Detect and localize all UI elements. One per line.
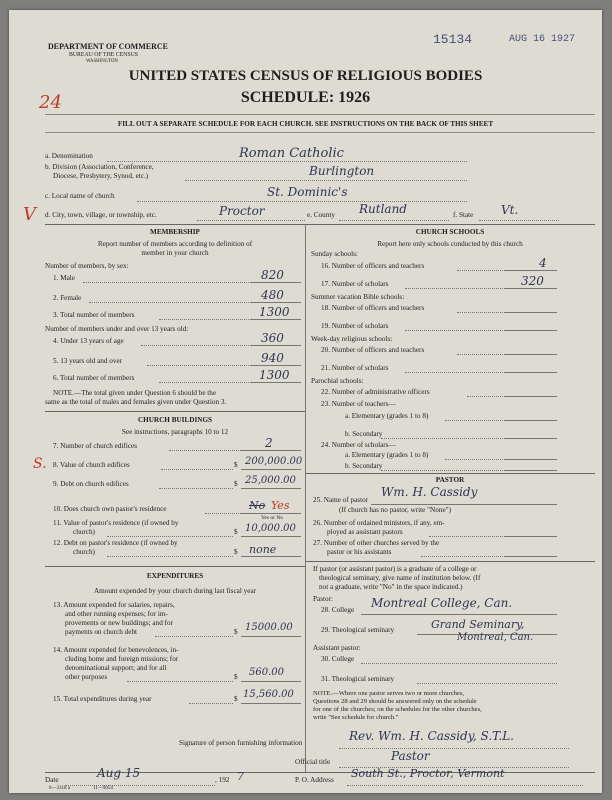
q26-line-1: 26. Number of ordained ministers, if any, em-	[313, 519, 445, 527]
q6-label: 6. Total number of members	[53, 374, 135, 382]
q7-value: 2	[265, 436, 273, 450]
q23-label: 23. Number of teachers—	[321, 400, 396, 408]
po-address-value: South St., Proctor, Vermont	[351, 767, 505, 780]
members-by-sex-label: Number of members, by sex:	[45, 262, 129, 270]
q24a-line	[505, 459, 557, 460]
q8-leader	[161, 469, 233, 470]
q15-label: 15. Total expenditures during year	[53, 695, 152, 703]
q4-leader	[141, 345, 251, 346]
q31-label: 31. Theological seminary	[321, 675, 395, 683]
q14-line-2: cluding home and foreign missions; for	[65, 655, 179, 663]
q11-line	[241, 536, 301, 537]
q16-leader	[457, 270, 505, 271]
q14-value: 560.00	[249, 667, 284, 678]
q26-leader	[429, 536, 505, 537]
q4-value: 360	[261, 331, 284, 345]
denomination-line	[107, 161, 467, 162]
q12-line	[241, 556, 301, 557]
q2-leader	[89, 302, 251, 303]
q15-dollar: $	[234, 695, 238, 703]
q18-label: 18. Number of officers and teachers	[321, 304, 425, 312]
receipt-stamp-number: 15134	[433, 32, 473, 47]
schools-title: CHURCH SCHOOLS	[415, 228, 485, 236]
q1-label: 1. Male	[53, 274, 75, 282]
form-title: UNITED STATES CENSUS OF RELIGIOUS BODIES	[128, 68, 483, 84]
q29-value-line-1: Grand Seminary,	[431, 618, 525, 631]
q9-label: 9. Debt on church edifices	[53, 480, 129, 488]
q24-label: 24. Number of scholars—	[321, 441, 396, 449]
schools-intro: Report here only schools conducted by this church	[377, 240, 523, 248]
q3-leader	[159, 319, 251, 320]
bureau-name: BUREAU OF THE CENSUS	[69, 52, 138, 58]
q29-label: 29. Theological seminary	[321, 626, 395, 634]
q12-leader	[107, 556, 233, 557]
graduate-instruction-3: not a graduate, write "No" in the space indicated.)	[319, 583, 463, 591]
rule-schools-bottom	[305, 473, 595, 474]
expenditures-intro: Amount expended by your church during last fiscal year	[93, 587, 257, 595]
q15-line	[241, 703, 301, 704]
date-year-value: 7	[237, 770, 244, 783]
pastor-subheading: Pastor:	[313, 595, 333, 603]
q23b-leader	[381, 438, 505, 439]
pastor-note-2: Questions 28 and 29 should be answered only on the schedule	[313, 698, 477, 705]
q25-line	[371, 504, 557, 505]
buildings-title: CHURCH BUILDINGS	[137, 416, 213, 424]
q7-label: 7. Number of church edifices	[53, 442, 138, 450]
separate-schedule-instruction: FILL OUT A SEPARATE SCHEDULE FOR EACH CHURCH. SEE INSTRUCTIONS ON THE BACK OF THIS SHEET	[117, 120, 494, 128]
pastor-title: PASTOR	[435, 476, 465, 484]
denomination-value: Roman Catholic	[239, 146, 344, 161]
q28-line	[361, 614, 557, 615]
buildings-intro: See instructions, paragraphs 10 to 12	[121, 428, 229, 436]
graduate-instruction-2: theological seminary, give name of institution below. (If	[319, 574, 481, 582]
q3-value: 1300	[259, 305, 290, 319]
q22-label: 22. Number of administrative officers	[321, 388, 430, 396]
q15-value: 15,560.00	[243, 689, 294, 700]
q9-dollar: $	[234, 480, 238, 488]
q13-leader	[155, 636, 233, 637]
q26-line-2: ployed as assistant pastors	[327, 528, 403, 536]
q1-leader	[83, 282, 251, 283]
membership-title: MEMBERSHIP	[150, 228, 200, 236]
red-check-mark: V	[23, 204, 36, 225]
q25-value: Wm. H. Cassidy	[381, 485, 478, 499]
q15-leader	[189, 703, 233, 704]
q24a-label: a. Elementary (grades 1 to 8)	[345, 451, 429, 459]
division-line	[185, 180, 467, 181]
q14-line	[241, 681, 301, 682]
rule-section-top	[45, 224, 595, 225]
membership-intro-1: Report number of members according to definition of	[97, 240, 253, 248]
q27-line-1: 27. Number of other churches served by the	[313, 539, 440, 547]
q12-label-2: church)	[73, 548, 95, 556]
pastor-note-1: NOTE.—Where one pastor serves two or more churches,	[313, 690, 465, 697]
q6-leader	[159, 382, 251, 383]
signature-value: Rev. Wm. H. Cassidy, S.T.L.	[349, 729, 514, 743]
signature-line	[339, 748, 569, 749]
red-margin-mark: S.	[33, 456, 47, 472]
state-line	[479, 220, 559, 221]
q11-dollar: $	[234, 528, 238, 536]
q23b-line	[505, 438, 557, 439]
division-label-1: b. Division (Association, Conference,	[45, 163, 154, 171]
summer-schools-label: Summer vacation Bible schools:	[311, 293, 405, 301]
q27-line	[505, 556, 557, 557]
q13-line-4: payments on church debt	[65, 628, 138, 636]
local-name-value: St. Dominic's	[267, 185, 348, 199]
q12-label-1: 12. Debt on pastor's residence (if owned by	[53, 539, 178, 547]
q23b-label: b. Secondary	[345, 430, 383, 438]
q20-line	[505, 354, 557, 355]
q25-note: (If church has no pastor, write "None")	[339, 506, 451, 514]
q20-label: 20. Number of officers and teachers	[321, 346, 425, 354]
q23a-leader	[445, 420, 505, 421]
q4-line	[251, 345, 301, 346]
q11-value: 10,000.00	[245, 523, 296, 534]
q24b-leader	[381, 470, 505, 471]
rule-top	[45, 114, 595, 115]
q13-line-1: 13. Amount expended for salaries, repairs,	[53, 601, 175, 609]
q9-leader	[159, 488, 233, 489]
q11-label-1: 11. Value of pastor's residence (if owned by	[53, 519, 179, 527]
q30-line	[361, 663, 557, 664]
q28-label: 28. College	[321, 606, 355, 614]
state-label: f. State	[453, 211, 474, 219]
q8-value: 200,000.00	[245, 456, 303, 467]
q28-value: Montreal College, Can.	[371, 596, 513, 610]
q12-value: none	[249, 543, 277, 556]
q22-leader	[467, 396, 505, 397]
state-value: Vt.	[501, 203, 519, 217]
rule-pastor-split	[305, 561, 595, 562]
q30-label: 30. College	[321, 655, 355, 663]
q2-line	[251, 302, 301, 303]
q3-label: 3. Total number of members	[53, 311, 135, 319]
q24b-label: b. Secondary	[345, 462, 383, 470]
department-name: DEPARTMENT OF COMMERCE	[48, 42, 169, 51]
q3-line	[251, 319, 301, 320]
q6-line	[251, 382, 301, 383]
q13-value: 15000.00	[245, 622, 293, 633]
q20-leader	[457, 354, 505, 355]
q1-line	[251, 282, 301, 283]
parochial-schools-label: Parochial schools:	[311, 377, 364, 385]
graduate-instruction-1: If pastor (or assistant pastor) is a graduate of a college or	[313, 565, 477, 573]
q11-label-2: church)	[73, 528, 95, 536]
q14-leader	[127, 681, 233, 682]
q8-dollar: $	[234, 461, 238, 469]
pastor-note-3: for one of the churches; on the schedules for the other churches,	[313, 706, 482, 713]
q11-leader	[107, 536, 233, 537]
q16-line	[505, 270, 557, 271]
q14-line-1: 14. Amount expended for benevolences, in-	[53, 646, 179, 654]
q27-line-2: pastor or his assistants	[327, 548, 392, 556]
q6-value: 1300	[259, 368, 290, 382]
q10-struck-value: No	[249, 499, 266, 512]
q21-line	[505, 372, 557, 373]
date-value: Aug 15	[97, 766, 141, 780]
q13-line-3: provements or new buildings; and for	[65, 619, 173, 627]
date-year-prefix: , 192	[215, 776, 230, 784]
q23a-label: a. Elementary (grades 1 to 8)	[345, 412, 429, 420]
q18-leader	[457, 312, 505, 313]
q31-line	[417, 683, 557, 684]
city-value: Proctor	[219, 204, 265, 218]
q21-label: 21. Number of scholars	[321, 364, 389, 372]
q2-value: 480	[261, 288, 284, 302]
date-label: Date	[45, 776, 59, 784]
county-label: e. County	[307, 211, 335, 219]
signature-label: Signature of person furnishing information	[179, 739, 303, 747]
q5-leader	[147, 365, 251, 366]
division-label-2: Diocese, Presbytery, Synod, etc.)	[53, 172, 149, 180]
q17-leader	[405, 288, 505, 289]
q8-label: 8. Value of church edifices	[53, 461, 130, 469]
q29-value-line-2: Montreal, Can.	[457, 632, 534, 643]
q24a-leader	[445, 459, 505, 460]
q26-line	[505, 536, 557, 537]
q16-label: 16. Number of officers and teachers	[321, 262, 425, 270]
q2-label: 2. Female	[53, 294, 82, 302]
denomination-label: a. Denomination	[45, 152, 93, 160]
bureau-city: WASHINGTON	[86, 59, 118, 64]
q13-line-2: and other running expenses; for im-	[65, 610, 168, 618]
sunday-schools-label: Sunday schools:	[311, 250, 358, 258]
county-line	[339, 220, 449, 221]
q16-value: 4	[539, 256, 547, 270]
rule-membership-bottom	[45, 411, 305, 412]
form-code-2: 11—9054	[93, 786, 113, 791]
q10-value: Yes	[271, 499, 290, 512]
q7-line	[241, 450, 301, 451]
q22-line	[505, 396, 557, 397]
weekday-schools-label: Week-day religious schools:	[311, 335, 393, 343]
q14-line-3: denominational support; and for all	[65, 664, 167, 672]
q13-dollar: $	[234, 628, 238, 636]
q23a-line	[505, 420, 557, 421]
pastor-note-4: write "See schedule for church."	[313, 714, 399, 721]
rule-top-2	[45, 132, 595, 133]
q5-label: 5. 13 years old and over	[53, 357, 123, 365]
local-name-label: c. Local name of church	[45, 192, 115, 200]
form-code: 6—3318 a	[49, 786, 70, 791]
q5-line	[251, 365, 301, 366]
q17-line	[505, 288, 557, 289]
census-schedule-page	[9, 10, 602, 793]
form-subtitle: SCHEDULE: 1926	[240, 89, 371, 106]
q10-leader	[205, 513, 241, 514]
q18-line	[505, 312, 557, 313]
q9-value: 25,000.00	[245, 475, 296, 486]
expenditures-title: EXPENDITURES	[146, 572, 204, 580]
city-line	[197, 220, 305, 221]
q4-label: 4. Under 13 years of age	[53, 337, 124, 345]
red-reference-mark: 24	[39, 92, 62, 113]
q19-leader	[405, 330, 505, 331]
po-address-line	[347, 785, 583, 786]
q10-label: 10. Does church own pastor's residence	[53, 505, 167, 513]
date-line	[65, 785, 215, 786]
q1-value: 820	[261, 268, 284, 282]
rule-buildings-bottom	[45, 566, 305, 567]
q17-label: 17. Number of scholars	[321, 280, 389, 288]
po-address-label: P. O. Address	[295, 776, 334, 784]
local-name-line	[137, 201, 467, 202]
q19-line	[505, 330, 557, 331]
q9-line	[241, 488, 301, 489]
q10-line	[241, 513, 301, 514]
q10-options: Yes or No	[261, 515, 284, 521]
q13-line	[241, 636, 301, 637]
q12-dollar: $	[234, 548, 238, 556]
county-value: Rutland	[359, 202, 407, 216]
membership-note-1: NOTE.—The total given under Question 6 should be the	[53, 389, 217, 397]
q7-leader	[169, 450, 241, 451]
q14-line-4: other purposes	[65, 673, 108, 681]
membership-intro-2: member in your church	[141, 249, 209, 257]
assistant-pastor-subheading: Assistant pastor:	[313, 644, 361, 652]
column-divider	[305, 224, 306, 772]
members-by-age-label: Number of members under and over 13 years old:	[45, 325, 189, 333]
official-title-value: Pastor	[391, 749, 430, 763]
q14-dollar: $	[234, 673, 238, 681]
city-label: d. City, town, village, or township, etc.	[45, 211, 157, 219]
official-title-label: Official title	[295, 758, 331, 766]
q25-label: 25. Name of pastor	[313, 496, 369, 504]
q24b-line	[505, 470, 557, 471]
receipt-stamp-date: AUG 16 1927	[509, 34, 576, 45]
membership-note-2: same as the total of males and females given under Question 3.	[45, 398, 227, 406]
q21-leader	[405, 372, 505, 373]
q19-label: 19. Number of scholars	[321, 322, 389, 330]
division-value: Burlington	[309, 164, 375, 178]
q8-line	[241, 469, 301, 470]
q17-value: 320	[521, 274, 544, 288]
q5-value: 940	[261, 351, 284, 365]
q27-leader	[421, 556, 505, 557]
